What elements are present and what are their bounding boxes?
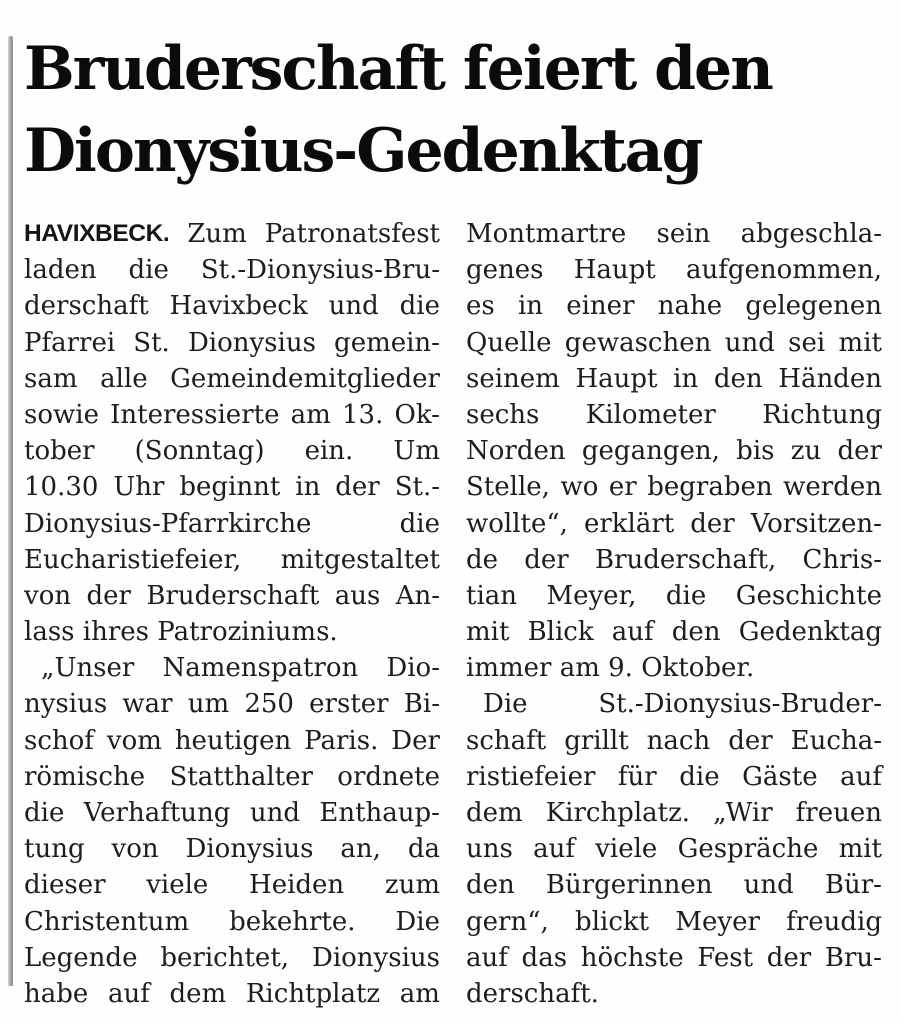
word: den [671, 617, 721, 648]
word: Legende [24, 942, 138, 973]
word: gemein- [334, 327, 440, 358]
text-line [466, 867, 882, 903]
word: Gedenktag [738, 617, 882, 648]
word: An- [395, 580, 440, 611]
word: Enthaup- [319, 798, 440, 828]
word: schof [24, 725, 94, 756]
word: vom [106, 725, 162, 756]
word: dem [466, 798, 523, 828]
text-line [466, 759, 882, 795]
text-line [466, 542, 882, 578]
word: nach [646, 725, 711, 756]
word: tian [466, 580, 518, 611]
word: der [690, 508, 735, 539]
word: ein. [304, 436, 354, 467]
word: wollte“, [466, 508, 568, 539]
word: heutigen [174, 725, 292, 756]
word: und [328, 291, 379, 322]
word: 13. [342, 399, 384, 430]
article-column-left [24, 216, 440, 1012]
text-line [466, 288, 882, 324]
word: zu [790, 436, 822, 467]
text-line [466, 252, 882, 288]
word: für [617, 761, 657, 792]
word: Fest [697, 942, 754, 973]
word: Bi- [403, 689, 440, 720]
word: die [665, 580, 707, 611]
word: Bruderschaft [146, 580, 320, 611]
word: St.-Dionysius-Bru- [200, 255, 440, 286]
text-line [24, 542, 440, 578]
word: erklärt [583, 508, 675, 539]
word: sowie [24, 399, 99, 430]
text-line: derschaft. [466, 978, 599, 1009]
word: alle [100, 363, 148, 394]
word: Händen [778, 363, 882, 394]
word: Richtung [762, 399, 882, 430]
word: Gespräche [677, 834, 819, 865]
word: Stelle, [466, 472, 550, 503]
word: dieser [24, 870, 106, 901]
word: Patronatsfest [264, 219, 440, 249]
word: von [111, 834, 159, 865]
word: Die [483, 689, 528, 720]
word: er [608, 472, 637, 503]
word: der [766, 942, 812, 973]
text-line [24, 723, 440, 759]
word: Gäste [742, 761, 818, 792]
word: „Unser [41, 653, 135, 684]
word: Der [391, 725, 440, 756]
text-line [24, 506, 440, 542]
word: 250 [244, 689, 294, 720]
word: mitgestaltet [280, 544, 440, 575]
word: schaft [466, 725, 547, 756]
text-line [466, 795, 882, 831]
word: wo [560, 472, 599, 503]
text-line [466, 506, 882, 542]
word: Kirchplatz. [545, 798, 691, 828]
text-line [466, 433, 882, 469]
word: da [407, 834, 440, 865]
word: der [335, 472, 380, 503]
word: und [724, 327, 775, 358]
word: sechs [466, 399, 540, 430]
word: „Wir [713, 798, 773, 828]
word: abgeschla- [740, 219, 882, 249]
word: Vorsitzen- [750, 508, 882, 539]
word: Blick [527, 617, 594, 648]
text-line [24, 904, 440, 940]
word: grillt [564, 725, 629, 756]
text-line [466, 614, 882, 650]
word: tung [24, 834, 85, 865]
word: bis [736, 436, 775, 467]
text-line [24, 252, 440, 288]
word: Bürgerinnen [545, 870, 713, 901]
text-line [466, 723, 882, 759]
text-line [466, 469, 882, 505]
word: den [713, 363, 763, 394]
word: in [295, 472, 321, 503]
word: Meyer, [546, 580, 637, 611]
word: erster [309, 689, 389, 720]
text-line [466, 216, 882, 252]
word: Die [395, 906, 440, 937]
word: auf [107, 978, 150, 1009]
word: gewaschen [564, 327, 712, 358]
word: Statthalter [169, 761, 313, 792]
word: in [673, 363, 699, 394]
word: und [249, 798, 300, 828]
word: Montmartre [466, 219, 627, 249]
word: viele [146, 870, 209, 901]
word: Pfarrei [24, 327, 116, 358]
word: römische [24, 761, 146, 792]
word: Bru- [824, 942, 882, 973]
word: Richtplatz [245, 978, 381, 1009]
text-line [466, 361, 882, 397]
word: Quelle [466, 327, 552, 358]
word: Bruderschaft, [595, 544, 777, 575]
word: Dionysius [187, 327, 316, 358]
word: sein [656, 219, 711, 249]
word: höchste [580, 942, 684, 973]
text-line [466, 397, 882, 433]
word: der [524, 544, 569, 575]
word: berichtet, [160, 942, 290, 973]
text-line [466, 686, 882, 722]
word: Norden [466, 436, 566, 467]
word: freuen [795, 798, 882, 828]
word: von [24, 580, 72, 611]
word: der [728, 725, 773, 756]
word: Dionysius [185, 834, 314, 865]
word: habe [24, 978, 89, 1009]
word: Christentum [24, 906, 190, 937]
word: auf [533, 834, 575, 865]
word: aufgenommen, [685, 255, 882, 286]
word: viele [595, 834, 658, 865]
word: Havixbeck [169, 291, 308, 322]
word: Interessierte [110, 399, 280, 430]
article-column-right [466, 216, 882, 1012]
article-headline [24, 28, 882, 192]
word: genes [466, 255, 544, 286]
word: mit [466, 617, 510, 648]
text-line [24, 433, 440, 469]
word: Verhaftung [83, 798, 231, 828]
word: und [743, 870, 794, 901]
word: (Sonntag) [134, 436, 265, 467]
word: Zum [187, 219, 247, 249]
word: am [399, 978, 440, 1009]
word: Bür- [824, 870, 882, 901]
text-line [24, 867, 440, 903]
word: St.- [394, 472, 440, 503]
text-line [466, 578, 882, 614]
word: den [466, 870, 515, 901]
word: Haupt [575, 363, 658, 394]
word: mit [838, 834, 882, 865]
text-line [24, 361, 440, 397]
word: an, [340, 834, 381, 865]
word: Ok- [394, 399, 440, 430]
article-body [24, 216, 882, 1012]
word: der [86, 580, 131, 611]
word: de [466, 544, 499, 575]
word: gegangen, [581, 436, 720, 467]
word: dem [169, 978, 227, 1009]
word: Paris. [304, 725, 379, 756]
word: mit [838, 327, 882, 358]
word: uns [466, 834, 513, 865]
word: nysius [24, 689, 108, 720]
word: Dionysius-Pfarrkirche [24, 508, 312, 539]
word: gern“, [466, 906, 549, 937]
word: die [679, 761, 720, 792]
word: freudig [786, 906, 882, 937]
word: Dionysius [311, 942, 440, 973]
text-line [24, 397, 440, 433]
word: sei [788, 327, 826, 358]
headline-line-2: Dionysius-Gedenktag [24, 116, 702, 186]
location-lead-in: HAVIXBECK. [24, 220, 170, 247]
word: sam [24, 363, 78, 394]
word: Heiden [249, 870, 345, 901]
word: die [24, 798, 65, 828]
word: tober [24, 436, 95, 467]
text-line [24, 650, 440, 686]
text-line [24, 288, 440, 324]
word: 10.30 [24, 472, 99, 503]
word: Namenspatron [162, 653, 359, 684]
word: derschaft [24, 291, 149, 322]
word: werden [783, 472, 882, 503]
word: zum [384, 870, 440, 901]
word: St. [133, 327, 170, 358]
text-line [24, 795, 440, 831]
word: blickt [575, 906, 650, 937]
word: auf [611, 617, 654, 648]
word: um [187, 689, 230, 720]
word: das [521, 942, 568, 973]
text-line: lass ihres Patroziniums. [24, 617, 338, 648]
headline-line-1: Bruderschaft feiert den [24, 34, 772, 104]
text-line [24, 216, 440, 252]
text-line [466, 904, 882, 940]
word: der [837, 436, 882, 467]
text-line [24, 469, 440, 505]
word: Geschichte [735, 580, 882, 611]
text-line [24, 940, 440, 976]
word: einer [566, 291, 635, 322]
text-line [24, 759, 440, 795]
word: Kilometer [585, 399, 716, 430]
word: Um [393, 436, 440, 467]
text-line [24, 686, 440, 722]
word: seinem [466, 363, 560, 394]
text-line [24, 831, 440, 867]
word: ristiefeier [466, 761, 596, 792]
word: Eucharistiefeier, [24, 544, 242, 575]
word: die [399, 508, 440, 539]
word: nahe [657, 291, 723, 322]
word: gelegenen [745, 291, 882, 322]
word: es [466, 291, 495, 322]
word: laden [24, 255, 97, 286]
word: in [517, 291, 544, 322]
word: Dio- [386, 653, 440, 684]
article-content [24, 0, 882, 1012]
word: ordnete [337, 761, 440, 792]
word: Uhr [113, 472, 165, 503]
text-line [24, 325, 440, 361]
text-line [24, 578, 440, 614]
word: Chris- [802, 544, 882, 575]
word: beginnt [179, 472, 281, 503]
word: St.-Dionysius-Bruder- [598, 689, 882, 720]
word: auf [840, 761, 882, 792]
word: Eucha- [790, 725, 882, 756]
word: war [122, 689, 173, 720]
word: aus [334, 580, 381, 611]
word: Meyer [675, 906, 760, 937]
word: am [290, 399, 331, 430]
word: Haupt [573, 255, 656, 286]
text-line: immer am 9. Oktober. [466, 653, 755, 684]
word: bekehrte. [229, 906, 356, 937]
text-line [466, 940, 882, 976]
text-line [466, 325, 882, 361]
word: die [128, 255, 169, 286]
text-line [466, 831, 882, 867]
text-line [24, 976, 440, 1012]
left-column-rule [8, 36, 13, 986]
word: Gemeindemitglieder [170, 363, 440, 394]
word: auf [466, 942, 508, 973]
word: die [399, 291, 440, 322]
word: begraben [647, 472, 773, 503]
